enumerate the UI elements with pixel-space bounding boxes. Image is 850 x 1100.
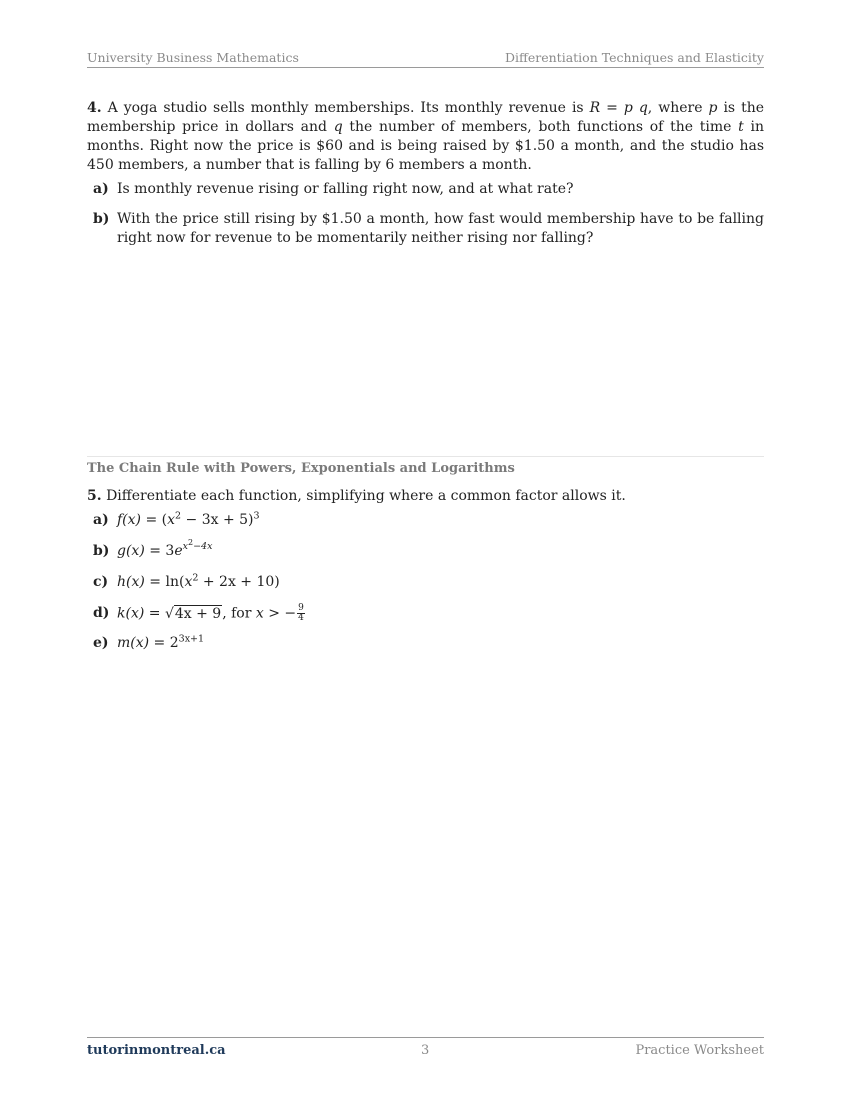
part-label: d): [93, 605, 110, 621]
part-label: c): [93, 574, 109, 590]
math-condition: , for: [222, 605, 256, 622]
math-ln: ln: [165, 574, 179, 590]
math-fraction: [297, 604, 305, 623]
section-title: The Chain Rule with Powers, Exponentials and Logarithms: [87, 461, 515, 476]
math-exponent: 3x+1: [178, 633, 205, 645]
problem-4-part-a: [93, 180, 764, 199]
page-number: 3: [421, 1043, 430, 1058]
math-t: t: [738, 119, 744, 135]
problem-5-part-d: [93, 604, 764, 624]
math-outer-exponent: 3: [253, 510, 260, 522]
part-label: a): [93, 512, 109, 528]
problem-4: [87, 99, 764, 175]
math-eq: = 2: [149, 635, 179, 651]
fraction-numerator: 9: [298, 603, 304, 613]
problem-text: in months. Right now the price is $60 and is being raised by $1.50 a month, and the studio has 450 members, a number that is falling by 6 members a month.: [87, 119, 764, 173]
header-course-title: University Business Mathematics: [87, 50, 299, 65]
problem-5-part-e: [93, 634, 764, 653]
math-exponent: [182, 538, 213, 553]
math-base: e: [174, 543, 183, 559]
part-math: [117, 511, 764, 530]
math-lhs: m(x): [117, 635, 150, 651]
math-exponent: 2: [175, 510, 182, 522]
math-lhs: h(x): [117, 574, 145, 590]
part-text: Is monthly revenue rising or falling right now, and at what rate?: [117, 181, 574, 197]
problem-4-part-b: [93, 210, 764, 248]
part-math: [117, 573, 764, 592]
math-q: q: [333, 119, 343, 135]
math-rest: − 3x + 5): [181, 512, 254, 528]
math-exp-rest: −4x: [193, 541, 213, 553]
math-rest: + 2x + 10): [198, 574, 280, 590]
math-radicand: 4x + 9: [174, 605, 222, 622]
problem-number: 4.: [87, 100, 102, 116]
math-pq: p q: [623, 100, 648, 116]
math-open-paren: (: [178, 574, 185, 590]
part-label: e): [93, 635, 109, 651]
math-eq: = (: [141, 512, 168, 528]
section-divider: [87, 456, 764, 457]
problem-text: is the membership price in dollars and: [87, 100, 765, 135]
part-math: [117, 634, 764, 653]
footer-document-type: Practice Worksheet: [635, 1043, 764, 1058]
square-root: √4x + 9: [164, 605, 222, 622]
part-label: b): [93, 211, 110, 227]
problem-5-part-b: [93, 538, 764, 561]
problem-5-part-c: [93, 573, 764, 592]
page-header: [87, 50, 764, 68]
part-math: [117, 604, 764, 624]
problem-number: 5.: [87, 488, 102, 504]
math-equals: =: [600, 100, 624, 116]
math-eq: = 3: [144, 543, 175, 559]
part-label: b): [93, 543, 110, 559]
math-gt: > −: [263, 605, 297, 622]
math-exponent: 2: [192, 572, 199, 584]
math-eq: =: [144, 605, 165, 622]
problem-5: [87, 487, 764, 506]
part-text: With the price still rising by $1.50 a month, how fast would membership have to be falling right now for revenue to be momentarily neither rising nor falling?: [117, 211, 764, 246]
math-x: x: [255, 605, 264, 622]
math-exp-square: 2: [187, 538, 194, 548]
problem-text: the number of members, both functions of the time: [342, 119, 739, 135]
footer-website: tutorinmontreal.ca: [87, 1043, 226, 1058]
problem-5-part-a: [93, 511, 764, 530]
math-lhs: k(x): [117, 605, 145, 622]
math-base: x: [167, 512, 176, 528]
math-eq: =: [144, 574, 166, 590]
math-lhs: g(x): [117, 543, 145, 559]
part-math: [117, 538, 764, 561]
part-label: a): [93, 181, 109, 197]
math-base: x: [184, 574, 193, 590]
math-R: R: [589, 100, 601, 116]
problem-text: A yoga studio sells monthly memberships. Its monthly revenue is: [107, 100, 590, 116]
fraction-denominator: 4: [298, 613, 304, 623]
problem-text: Differentiate each function, simplifying where a common factor allows it.: [106, 488, 626, 504]
math-lhs: f(x): [117, 512, 142, 528]
math-p: p: [708, 100, 718, 116]
problem-text: , where: [647, 100, 709, 116]
page-footer: [87, 1037, 764, 1058]
header-chapter-title: Differentiation Techniques and Elasticity: [504, 50, 764, 65]
math-exp-base: x: [182, 541, 188, 553]
